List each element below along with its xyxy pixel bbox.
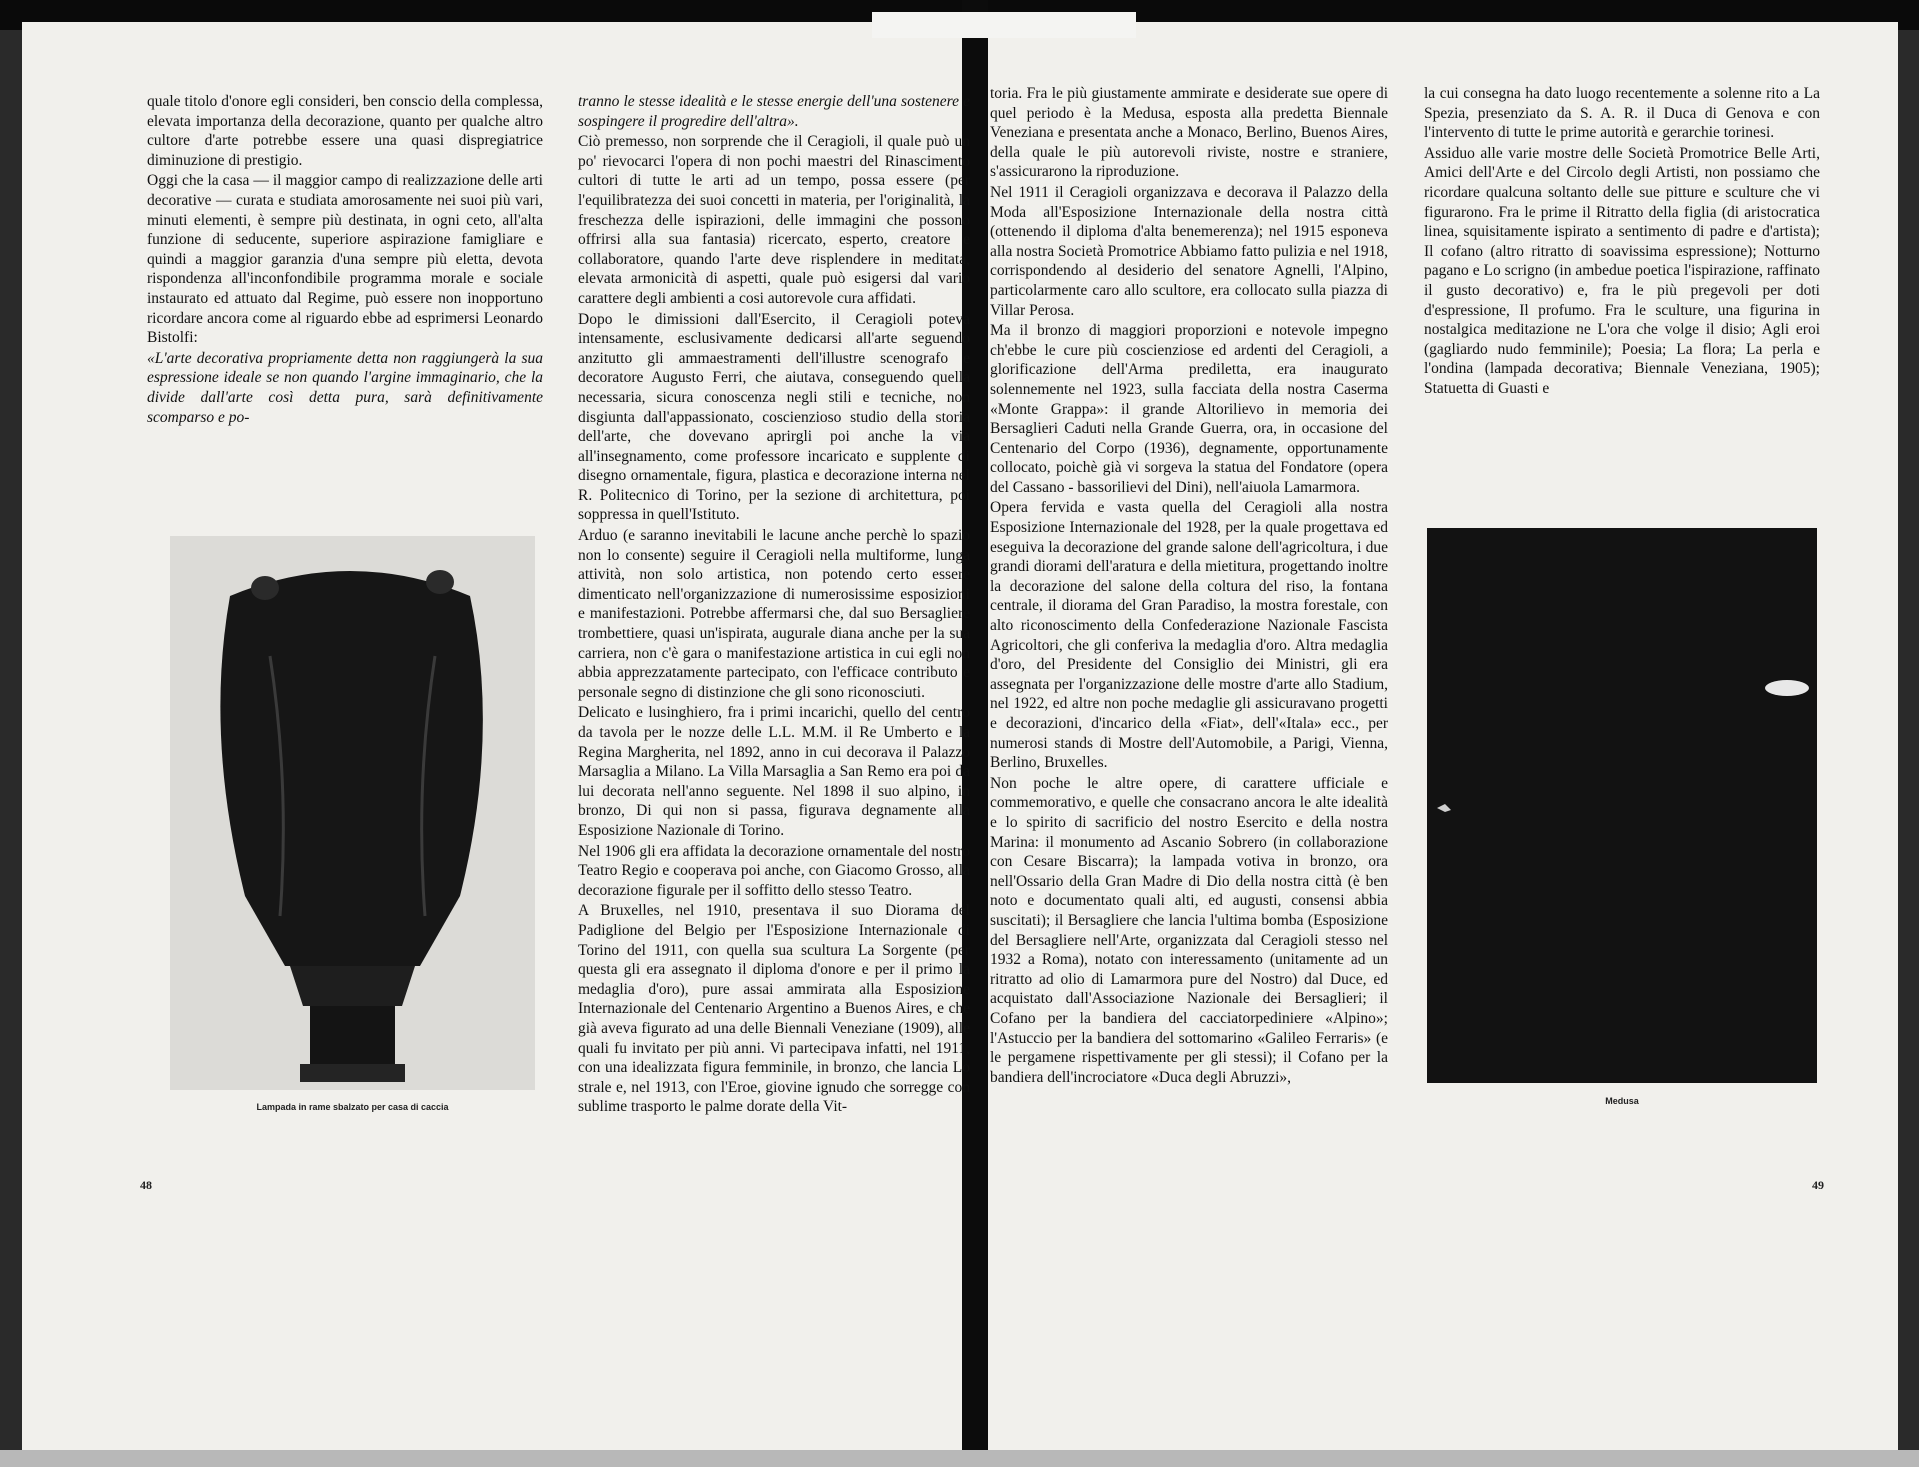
medusa-caption: Medusa bbox=[1605, 1096, 1639, 1106]
text-column-2 bbox=[578, 92, 970, 1117]
paragraph: Ciò premesso, non sorprende che il Ceragioli, il quale può un po' rievocarci l'opera di non pochi maestri del Rinascimento cultori di tutte le arti ad un tempo, possa essere (per l'equilibratezza dei suoi concetti in materia, per l'originalità, la freschezza delle ispirazioni, delle immagini che possono offrirsi alla sua fantasia) ricercato, esperto, creatore e collaboratore, quando l'arte deve risplendere in meditata, elevata armonicità di aspetti, quale può esigersi dal vario carattere degli ambienti a cosi autorevole cura affidati. bbox=[578, 133, 970, 307]
scan-bottom-border bbox=[0, 1450, 1919, 1467]
paragraph: Ma il bronzo di maggiori proporzioni e notevole impegno ch'ebbe le cure più coscienziose ed ardenti del Ceragioli, a glorificazione dell'Arma prediletta, era inaugurato solennemente nel 1923, sulla facciata della nostra Caserma «Monte Grappa»: il grande Altorilievo in memoria dei Bersaglieri Caduti nella Grande Guerra, ora, in occasione del Centenario del Corpo (1936), degnamente, opportunamente collocato, poichè già vi sorgeva la statua del Fondatore (opera del Cassano - bassorilievi del Dini), nell'aiuola Lamarmora. bbox=[990, 322, 1388, 496]
paragraph: Oggi che la casa — il maggior campo di realizzazione delle arti decorative — curata e studiata amorosamente nei suoi più vari, minuti elementi, è sempre più destinata, in ogni ceto, all'alta funzione di seducente, superiore aspirazione famigliare e quindi a maggior garanzia d'una sempre più eletta, devota rispondenza all'inconfondibile programma morale e sociale instaurato ed attuato dal Regime, può essere non inopportuno ricordare ancora come al riguardo ebbe ad esprimersi Leonardo Bistolfi: bbox=[147, 172, 543, 347]
paragraph: A Bruxelles, nel 1910, presentava il suo Diorama del Padiglione del Belgio per l'Esposizione Internazionale di Torino del 1911, con quella sua scultura La Sorgente (per questa gli era assegnato il diploma d'onore e per il primo la medaglia d'oro), pure assai ammirata alla Esposizione Internazionale del Centenario Argentino a Buenos Aires, e che già aveva figurato ad una delle Biennali Veneziane (1909), alle quali fu invitato per più anni. Vi partecipava infatti, nel 1911, con una idealizzata figura femminile, in bronzo, che lancia Lo strale e, nel 1913, con l'Eroe, giovine ignudo che sorregge con sublime trasporto le palme dorate della Vit- bbox=[578, 902, 970, 1116]
page-number-left: 48 bbox=[140, 1178, 152, 1192]
text-column-3 bbox=[990, 84, 1388, 1087]
medusa-photo bbox=[1427, 528, 1817, 1083]
scan-top-tab bbox=[872, 12, 1136, 38]
lamp-illustration bbox=[170, 536, 535, 1090]
paragraph: Nel 1911 il Ceragioli organizzava e decorava il Palazzo della Moda all'Esposizione Internazionale della nostra città (ottenendo il diploma d'alta benemerenza); nel 1915 esponeva alla nostra Società Promotrice Abbiamo fatto pulizia e nel 1918, corrispondendo al desiderio del senatore Agnelli, l'Alpino, particolarmente caro allo scultore, era collocato sulla piazza di Villar Perosa. bbox=[990, 183, 1388, 319]
paragraph: quale titolo d'onore egli consideri, ben conscio della complessa, elevata importanza della decorazione, quanto per qualche altro cultore d'arte potrebbe essere una quasi dispregiatrice diminuzione di prestigio. bbox=[147, 93, 543, 169]
paragraph: Arduo (e saranno inevitabili le lacune anche perchè lo spazio non lo consente) seguire il Ceragioli nella multiforme, lunga attività, non solo artistica, non potendo certo essere dimenticato nell'organizzazione di numerosissime esposizioni e manifestazioni. Potrebbe affermarsi che, dal suo Bersagliere trombettiere, quasi un'ispirata, augurale diana anche per la sua carriera, non c'è gara o manifestazione artistica in cui egli non abbia apprezzatamente partecipato, con l'efficace contributo e personale segno di distinzione che gli sono riconosciuti. bbox=[578, 527, 970, 701]
paragraph: Non poche le altre opere, di carattere ufficiale e commemorativo, e quelle che consacrano ancora le alte idealità e lo spirito di sacrificio del nostro Esercito e della nostra Marina: il monumento ad Ascanio Sobrero (in collaborazione con Cesare Biscarra); la lampada votiva in bronzo, ora nell'Ossario della Gran Madre di Dio della nostra città (è ben noto e documentato quali alti, ed augusti, consensi abbia suscitati); il Bersagliere che lancia l'ultima bomba (Esposizione del Bersagliere nell'Arte, organizzata dal Ceragioli stesso nel 1932 a Roma), notato con interessamento (unitamente ad un ritratto ad olio di Lamarmora pure del Nostro) dal Duce, ed acquistato dall'Associazione Nazionale dei Bersaglieri; il Cofano per la bandiera del cacciatorpediniere «Alpino»; l'Astuccio per la bandiera del sottomarino «Galileo Ferraris» (e le pergamene rispettivamente per gli stessi); il Cofano per la bandiera dell'incrociatore «Duca degli Abruzzi», bbox=[990, 774, 1388, 1086]
paragraph: Opera fervida e vasta quella del Ceragioli alla nostra Esposizione Internazionale del 1928, per la quale progettava ed eseguiva la decorazione del grande salone dell'agricoltura, i due grandi diorami dell'aratura e della mietitura, progettando inoltre la decorazione del salone della coltura del riso, la fontana centrale, il diorama del Gran Paradiso, la mostra forestale, con alto riconoscimento della Confederazione Nazionale Fascista Agricoltori, che gli conferiva la medaglia d'oro. Altra medaglia d'oro, del Presidente del Consiglio dei Ministri, gli era assegnata per l'organizzazione delle mostre d'arte allo Stadium, nel 1922, ed altre non poche medaglie gli assicuravano progetti e decorazioni, d'incarico della «Fiat», dell'«Itala» ecc., per numerosi stands di Mostre dell'Automobile, a Parigi, Vienna, Berlino, Bruxelles. bbox=[990, 499, 1388, 772]
lamp-caption: Lampada in rame sbalzato per casa di caccia bbox=[256, 1102, 449, 1112]
text-column-1 bbox=[147, 92, 543, 427]
paragraph: la cui consegna ha dato luogo recentemente a solenne rito a La Spezia, presenziato da S. A. R. il Duca di Genova e con l'intervento di tutte le prime autorità e gerarchie torinesi. bbox=[1424, 85, 1820, 142]
paragraph: Delicato e lusinghiero, fra i primi incarichi, quello del centro da tavola per le nozze delle L.L. M.M. il Re Umberto e la Regina Margherita, nel 1892, anno in cui decorava il Palazzo Marsaglia a Milano. La Villa Marsaglia a San Remo era poi da lui decorata nell'anno seguente. Nel 1898 il suo alpino, in bronzo, Di qui non si passa, figurava degnamente alla Esposizione Nazionale di Torino. bbox=[578, 704, 970, 839]
text-column-4 bbox=[1424, 84, 1820, 399]
page-number-right: 49 bbox=[1812, 1178, 1824, 1192]
quote-paragraph: «L'arte decorativa propriamente detta non raggiungerà la sua espressione ideale se non quando l'argine immaginario, che la divide dall'arte così detta pura, sarà definitivamente scomparso e po- bbox=[147, 349, 543, 426]
paragraph: toria. Fra le più giustamente ammirate e desiderate sue opere di quel periodo è la Medusa, esposta alla predetta Biennale Veneziana e presentata anche a Monaco, Berlino, Buenos Aires, della quale le più autorevoli riviste, nostre e straniere, s'assicurarono la riproduzione. bbox=[990, 85, 1388, 181]
paragraph: Assiduo alle varie mostre delle Società Promotrice Belle Arti, Amici dell'Arte e del Circolo degli Artisti, non possiamo che ricordare qualcuna soltanto delle sue pitture e sculture che vi figurarono. Fra le prime il Ritratto della figlia (di aristocratica linea, squisitamente ispirato a sentimento di padre e d'artista); Il cofano (altro ritratto di soavissima espressione); Notturno pagano e Lo scrigno (in ambedue poetica l'ispirazione, raffinato il gusto decorativo) e, fra le più pregevoli per doti d'espressione, Il profumo. Fra le sculture, una figurina in nostalgica meditazione ne L'ora che volge il disio; Agli eroi (gagliardo nudo femminile); Poesia; La flora; La perla e l'ondina (lampada decorativa; Biennale Veneziana, 1905); Statuetta di Guasti e bbox=[1424, 144, 1820, 397]
paragraph: Nel 1906 gli era affidata la decorazione ornamentale del nostro Teatro Regio e cooperava poi anche, con Giacomo Grosso, alla decorazione figurale per il soffitto dello stesso Teatro. bbox=[578, 842, 970, 899]
paragraph: Dopo le dimissioni dall'Esercito, il Ceragioli poteva intensamente, esclusivamente dedicarsi all'arte seguendo anzitutto gli ammaestramenti dell'illustre scenografo e decoratore Augusto Ferri, che aiutava, conseguendo quella necessaria, sicura conoscenza negli stili e tecniche, non disgiunta dall'appassionato, coscienzioso studio della storia dell'arte, che dovevano aprirgli poi anche la via all'insegnamento, come professore incaricato e supplente di disegno ornamentale, figura, plastica e decorazione interna nel R. Politecnico di Torino, per la sezione di architettura, poi soppressa in quell'Istituto. bbox=[578, 310, 970, 524]
paragraph: tranno le stesse idealità e le stesse energie dell'una sostenere e sospingere il progredire dell'altra». bbox=[578, 93, 970, 130]
lamp-photo bbox=[170, 536, 535, 1090]
medusa-illustration bbox=[1427, 528, 1817, 1083]
